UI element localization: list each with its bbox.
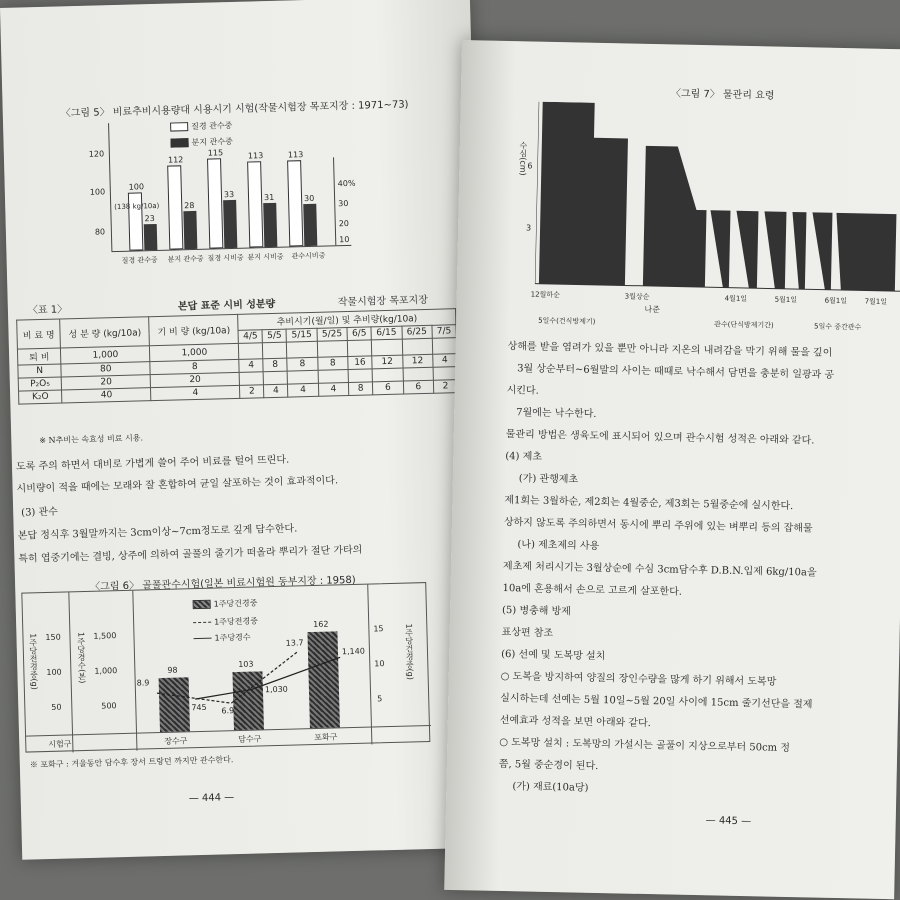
subsection-heading: (가) 재료(10a당) (512, 781, 589, 794)
figure-6-note: ※ 포화구 : 겨울동안 담수후 장서 트랑던 까지만 관수한다. (29, 755, 234, 770)
fig5-y2tick: 10 (339, 234, 350, 245)
fig6-y2-tick: 500 (101, 701, 117, 711)
fig6-line-label: 8.9 (136, 678, 150, 688)
fig5-bar-white (207, 158, 223, 248)
fig5-value: 33 (223, 189, 235, 200)
fig7-ytick: 6 (527, 161, 533, 171)
fig6-y1-tick: 100 (46, 667, 62, 678)
fig6-legend-3: 1주당경수 (214, 632, 251, 643)
fig6-legend-1: 1주당건경중 (213, 598, 258, 609)
fig5-bar-black (144, 224, 158, 250)
table-cell: 4 (318, 383, 349, 397)
table-cell: 8 (317, 357, 348, 371)
table-cell: 4 (239, 359, 263, 373)
fig5-note: (138 kg/10a) (114, 201, 160, 212)
fig5-ytick: 80 (94, 227, 106, 237)
fig6-bar-label: 162 (313, 619, 329, 630)
table-cell (318, 370, 349, 384)
fig6-bar-label: 98 (167, 665, 178, 675)
fig7-xlabel: 4월1일 (724, 294, 748, 304)
table-group-header: 추비시기(월/일) 및 추비량(kg/10a) (238, 309, 456, 331)
table-cell: 6 (373, 381, 404, 395)
table-date: 4/5 (238, 330, 262, 344)
fig7-phase: 관수(단식방제기간) (714, 320, 774, 330)
fig5-xlabel: 질경 관수중 (121, 255, 158, 265)
table-header: 성 분 량 (kg/10a) (60, 317, 150, 348)
table-cell: 4 (151, 385, 240, 400)
fig6-y2-label: 1주당경수(본) (76, 631, 87, 684)
body-line: 표상편 참조 (501, 626, 554, 640)
figure-7-caption: 〈그림 7〉 물관리 요령 (670, 88, 775, 102)
fig5-xlabel: 관수시비중 (291, 251, 326, 261)
table-cell: P₂O₅ (18, 377, 62, 391)
fig6-y3-tick: 15 (373, 624, 384, 634)
figure-6-chart (21, 582, 430, 753)
fig7-phase: 나준 (644, 304, 660, 315)
fig5-bar-black (183, 211, 197, 249)
fig5-ytick: 120 (88, 149, 105, 159)
body-line: 제1회는 3월하순, 제2회는 4월중순, 제3회는 5월중순에 실시한다. (504, 494, 794, 513)
fig6-y1-label: 1주당전경중(g) (28, 633, 39, 690)
fig5-y2tick: 30 (338, 198, 349, 209)
fig6-y1-tick: 150 (45, 632, 61, 643)
figure-6-caption: 〈그림 6〉 골풀관수시험(일본 비료시험원 동부지장 : 1958) (90, 574, 356, 593)
fig6-line-label: 6.9 (221, 706, 235, 716)
figure-7-chart (514, 101, 900, 339)
table-date: 5/5 (262, 329, 286, 343)
table-1-label: 〈표 1〉 (27, 304, 68, 317)
section-heading: (5) 병충해 방제 (501, 604, 571, 618)
fig5-ytick: 100 (89, 187, 106, 197)
section-heading: (4) 제초 (505, 450, 543, 463)
table-date: 7/5 (432, 325, 456, 339)
fig6-y2-tick: 1,000 (94, 666, 118, 676)
fig6-xlabel: 포화구 (314, 732, 338, 743)
body-line: 상해를 받을 염려가 있을 뿐만 아니라 지온의 내려감을 막기 위해 물을 깊이 (507, 341, 833, 359)
table-cell: 8 (349, 382, 373, 396)
fig5-bar-black (263, 203, 277, 247)
section-heading: (3) 관수 (21, 506, 59, 519)
fig6-xlabel: 장수구 (164, 736, 188, 746)
table-1-source: 작물시험장 목포지장 (337, 294, 429, 309)
figure-5-chart (88, 117, 362, 274)
fig7-phase: 5일수 중간관수 (813, 322, 862, 332)
fig7-xlabel: 5월1일 (774, 295, 798, 305)
fig7-xlabel: 6월1일 (824, 296, 848, 306)
fig5-bar-black (223, 200, 237, 248)
table-cell: 4 (433, 354, 457, 368)
fig6-line-label: 745 (191, 702, 207, 713)
table-1-title: 본답 표준 시비 성분량 (177, 298, 276, 313)
fig6-xlabel: 담수구 (238, 734, 262, 745)
table-1 (16, 308, 458, 404)
table-cell (372, 368, 403, 382)
table-cell (239, 372, 263, 386)
fig7-phase: 5일수(건식방제기) (538, 316, 596, 326)
table-cell (239, 343, 263, 360)
table-date: 6/5 (347, 327, 371, 341)
table-cell: 20 (150, 372, 239, 387)
table-cell (403, 367, 434, 381)
body-line: 도록 주의 하면서 대비로 가볍게 쓸어 주어 비료를 털어 뜨린다. (15, 454, 290, 473)
fig5-bar-black (303, 204, 317, 246)
fig5-legend-1: 질경 관수중 (191, 120, 233, 132)
fig6-bar-label: 103 (238, 659, 254, 669)
table-cell: 1,000 (61, 346, 150, 364)
fig5-value: 31 (263, 192, 275, 203)
body-line: 본답 정식후 3월말까지는 3cm이상~7cm정도로 깊게 담수한다. (17, 523, 298, 542)
fig6-y1-tick: 50 (51, 702, 62, 712)
fig5-y2tick: 40% (337, 178, 356, 189)
table-cell: K₂O (19, 390, 63, 404)
body-line: 상하지 않도록 주의하면서 동시에 뿌리 주위에 있는 벼뿌리 등의 잡해물 (503, 516, 813, 535)
body-line: ○ 도복을 방지하여 양질의 장인수량을 많게 하기 위해서 도복망 (500, 670, 777, 688)
fig6-lines (22, 583, 431, 754)
fig5-legend-2: 분지 관수중 (191, 136, 233, 148)
fig5-value: 23 (144, 214, 155, 224)
page-number-right: — 445 — (705, 815, 752, 828)
fig5-value: 112 (167, 155, 184, 165)
body-line: 물관리 방법은 생육도에 표시되어 있으며 관수시험 성적은 아래와 같다. (505, 429, 815, 447)
table-cell: 6 (403, 380, 434, 394)
table-cell (317, 341, 348, 358)
fig5-xlabel: 질경 시비중 (207, 253, 244, 263)
table-cell: 4 (264, 384, 288, 398)
fig5-bar-white (287, 160, 303, 246)
fig5-bar-white (128, 192, 144, 250)
fig5-value: 28 (184, 200, 195, 211)
fig5-value: 30 (303, 193, 315, 204)
table-cell (287, 370, 318, 384)
fig7-xlabel: 3월상순 (624, 292, 650, 301)
table-cell (432, 338, 456, 355)
fig5-value: 100 (128, 182, 145, 192)
body-line: 10a에 혼용해서 손으로 고르게 살포한다. (502, 582, 683, 598)
fig7-xlabel: 7월1일 (864, 297, 888, 306)
subsection-heading: (나) 제초제의 사용 (517, 539, 600, 552)
table-cell: 40 (62, 388, 151, 403)
fig5-bar-white (167, 165, 183, 249)
section-heading: (6) 선예 및 도복망 설치 (501, 648, 606, 663)
fig7-graph (535, 102, 900, 300)
table-cell: 4 (288, 383, 319, 397)
page-number-left: — 444 — (188, 792, 235, 805)
fig6-line-label: 13.7 (285, 638, 304, 648)
table-cell (287, 341, 318, 358)
fig5-value: 113 (247, 151, 264, 161)
table-cell (263, 342, 287, 359)
fig6-y2-tick: 1,500 (93, 631, 117, 641)
table-cell (433, 367, 457, 381)
table-cell: N (18, 364, 62, 378)
table-date: 6/25 (401, 325, 432, 339)
table-date: 5/25 (317, 328, 348, 342)
fig7-ytick: 3 (525, 223, 532, 233)
table-cell (263, 371, 287, 385)
fig5-bar-white (247, 161, 263, 247)
table-cell: 8 (287, 357, 318, 371)
fig6-line-label: 1,140 (341, 646, 365, 657)
fig6-line-label: 1,030 (264, 684, 288, 695)
subsection-heading: (가) 관행제초 (518, 473, 579, 486)
table-cell: 퇴 비 (17, 348, 61, 365)
body-line: 7월에는 낙수한다. (516, 407, 597, 420)
table-cell: 12 (372, 355, 403, 369)
fig5-y2tick: 20 (338, 218, 350, 229)
body-line: 시비량이 적을 때에는 모래와 잘 혼합하여 균일 살포하는 것이 효과적이다. (16, 475, 339, 495)
fig6-y3-tick: 10 (374, 659, 385, 669)
body-line: 시킨다. (506, 385, 539, 397)
table-cell: 1,000 (150, 343, 239, 361)
fig7-xlabel: 12월하순 (530, 290, 560, 300)
table-date: 5/15 (286, 328, 317, 342)
table-cell (348, 369, 372, 383)
body-line: ○ 도복망 설치 : 도복망의 가설시는 골풀이 지상으로부터 50cm 정 (499, 736, 791, 755)
body-line: 선예효과 성적을 보면 아래와 같다. (499, 714, 651, 730)
fig6-y3-tick: 5 (377, 694, 383, 704)
fig6-xlabel: 시험구 (48, 739, 72, 749)
fig6-legend-2: 1주당전경중 (214, 616, 258, 627)
table-cell (371, 339, 402, 356)
table-header: 기 비 량 (kg/10a) (149, 314, 239, 345)
body-line: 제초제 처리시기는 3월상순에 수심 3cm담수후 D.B.N.입제 6kg/10a을 (502, 560, 817, 579)
fig5-value: 115 (207, 148, 224, 158)
figure-5-caption: 〈그림 5〉 비료추비시용량대 시용시기 시험(작물시험장 목포지장 : 1971~73) (60, 99, 409, 120)
fig7-y-label: 수심(cm) (518, 141, 528, 176)
body-line: 특히 엽중기에는 결빙, 상주에 의하여 골풀의 줄기가 떠올라 뿌리가 절단 가타의 (18, 544, 363, 565)
table-cell: 8 (263, 358, 287, 372)
table-cell: 16 (348, 356, 372, 370)
fig5-xlabel: 분지 관수중 (167, 254, 204, 264)
table-header: 비 료 명 (17, 319, 61, 349)
right-page (444, 40, 900, 899)
table-date: 6/15 (371, 326, 402, 340)
fig5-value: 113 (287, 150, 304, 160)
table-cell: 80 (61, 362, 150, 377)
body-line: 3월 상순부터~6월말의 사이는 때때로 낙수해서 담면을 충분히 일광과 공 (517, 363, 835, 381)
table-cell: 20 (62, 375, 151, 390)
body-line: 실시하는데 선예는 5월 10일~5월 20일 사이에 15cm 줄기선단을 절제 (500, 692, 813, 711)
fig6-y3-label: 1주당건경중(g) (404, 623, 415, 681)
body-line: 쯤, 5월 중순경이 된다. (498, 758, 599, 773)
table-cell: 2 (433, 380, 457, 394)
table-cell (347, 340, 371, 357)
table-cell (402, 338, 433, 355)
fig5-xlabel: 분지 시비중 (247, 252, 284, 262)
table-cell: 8 (150, 359, 239, 374)
table-cell: 12 (402, 354, 433, 368)
table-cell: 2 (240, 385, 264, 399)
table-1-note: ※ N추비는 속효성 비료 시용. (39, 433, 144, 446)
